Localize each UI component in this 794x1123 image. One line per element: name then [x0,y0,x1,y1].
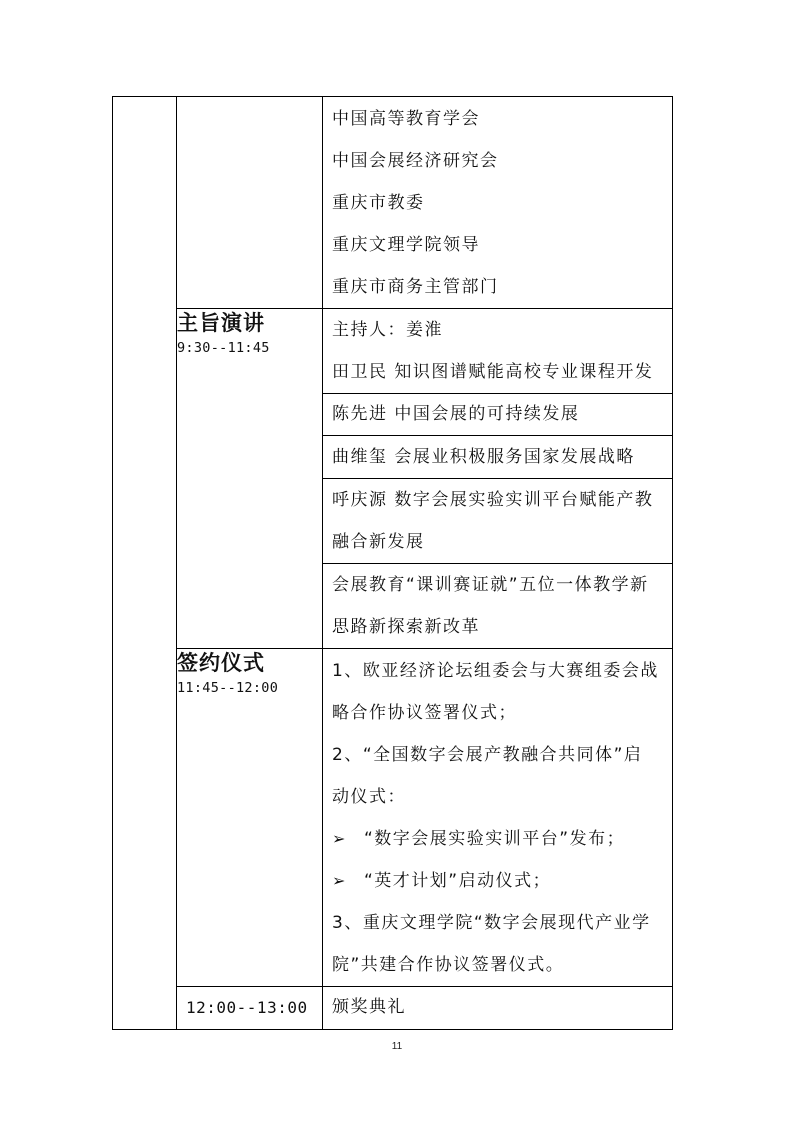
page-number: 11 [391,1041,403,1052]
award-label-cell [323,987,673,1030]
award-label: 颁奖典礼 [332,997,406,1017]
blank-left-column [113,97,177,1030]
bullet-item [323,860,672,902]
award-time-cell [177,987,323,1030]
signing-section-label [177,649,323,987]
organizers-cell [323,97,673,309]
signing-line: 略合作协议签署仪式； [332,703,517,723]
keynote-section-label [177,309,323,649]
talk-cell [323,479,673,564]
table-row [113,987,673,1030]
section-time: 11:45--12:00 [177,680,279,696]
bullet-text: “英才计划”启动仪式； [364,871,552,891]
organizer-item: 重庆市教委 [332,193,425,213]
bullet-text: “数字会展实验实训平台”发布； [364,829,626,849]
talk-line: 曲维玺 会展业积极服务国家发展战略 [332,447,635,467]
talk-cell [323,394,673,436]
section-title: 签约仪式 [177,651,265,675]
talk-cell [323,564,673,649]
section-time: 9:30--11:45 [177,340,270,356]
talk-line: 呼庆源 数字会展实验实训平台赋能产教 [332,490,654,510]
talk-line: 田卫民 知识图谱赋能高校专业课程开发 [332,362,654,382]
schedule-table [112,96,673,1030]
organizer-item: 重庆市商务主管部门 [332,277,499,297]
table-row [113,649,673,987]
table-row [113,309,673,394]
organizer-item: 中国会展经济研究会 [332,151,499,171]
bullet-item [323,818,672,860]
arrow-bullet-icon: ➢ [332,871,347,890]
signing-line: 1、欧亚经济论坛组委会与大赛组委会战 [332,661,659,681]
blank-cell [177,97,323,309]
organizer-item: 中国高等教育学会 [332,109,480,129]
signing-line: 3、重庆文理学院“数字会展现代产业学 [332,913,651,933]
keynote-host-cell [323,309,673,394]
section-title: 主旨演讲 [177,311,265,335]
signing-line: 2、“全国数字会展产教融合共同体”启 [332,745,643,765]
signing-line: 动仪式： [332,787,406,807]
organizer-item: 重庆文理学院领导 [332,235,480,255]
host-line: 主持人：姜淮 [332,320,443,340]
arrow-bullet-icon: ➢ [332,829,347,848]
table-row [113,97,673,309]
talk-line: 融合新发展 [332,532,425,552]
award-time: 12:00--13:00 [186,998,308,1017]
talk-line: 思路新探索新改革 [332,617,480,637]
talk-line: 陈先进 中国会展的可持续发展 [332,404,580,424]
signing-line: 院”共建合作协议签署仪式。 [332,955,565,975]
talk-cell [323,436,673,479]
talk-line: 会展教育“课训赛证就”五位一体教学新 [332,575,649,595]
signing-content-cell [323,649,673,987]
